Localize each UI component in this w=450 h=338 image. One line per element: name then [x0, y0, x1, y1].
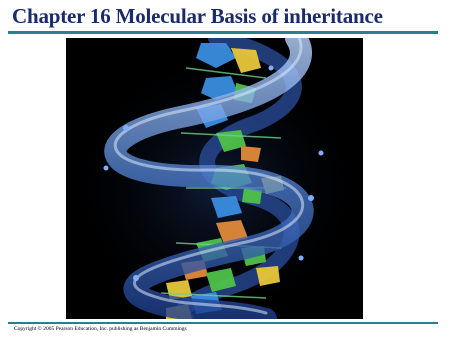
- copyright-notice: Copyright © 2005 Pearson Education, Inc. publishing as Benjamin Cummings: [14, 326, 187, 332]
- footer-divider: [8, 322, 438, 324]
- slide-title: Chapter 16 Molecular Basis of inheritance: [12, 4, 383, 28]
- dna-helix-image: [66, 38, 363, 319]
- title-divider: [8, 31, 438, 34]
